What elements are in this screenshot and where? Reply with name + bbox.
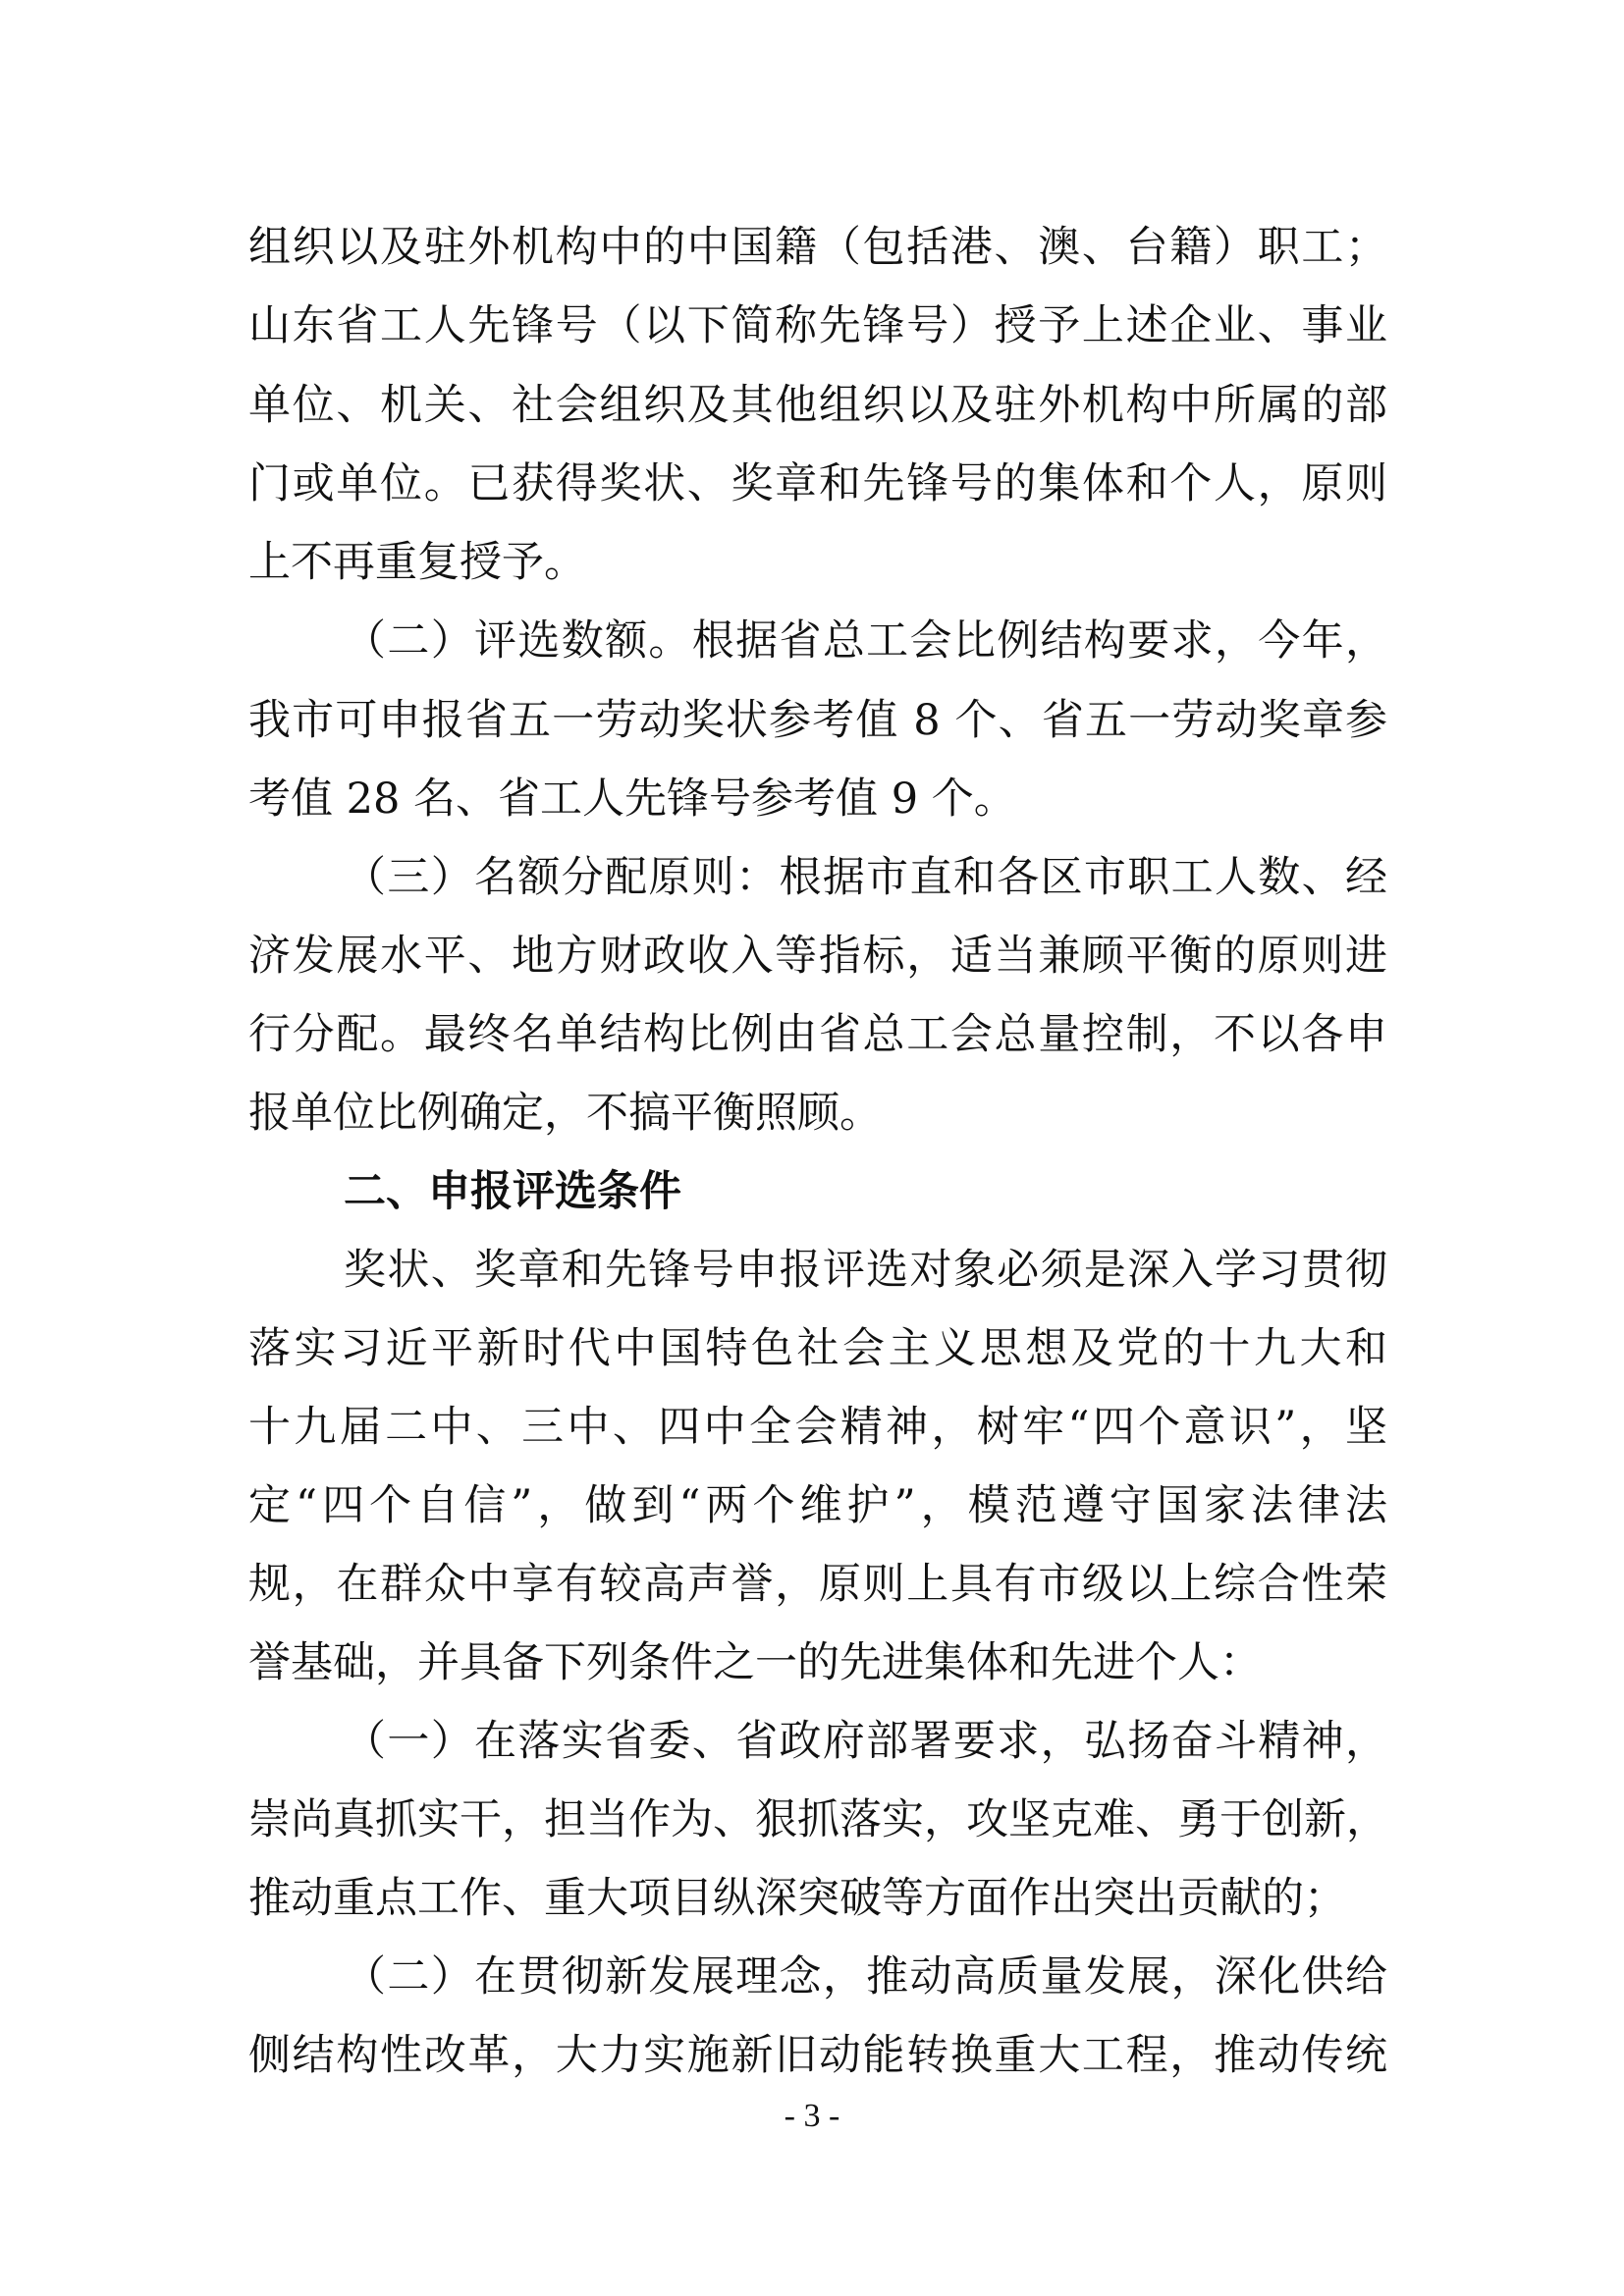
- body-text-line: 侧结构性改革，大力实施新旧动能转换重大工程，推动传统: [248, 2031, 1387, 2080]
- body-text-line: 崇尚真抓实干，担当作为、狠抓落实，攻坚克难、勇于创新，: [248, 1795, 1388, 1844]
- body-text-line: 行分配。最终名单结构比例由省总工会总量控制，不以各申: [248, 1010, 1387, 1059]
- body-text-line: 十九届二中、三中、四中全会精神，树牢“四个意识”，坚: [248, 1403, 1387, 1452]
- body-text-line: 组织以及驻外机构中的中国籍（包括港、澳、台籍）职工；: [248, 223, 1387, 272]
- paragraph-first-line: （三）名额分配原则：根据市直和各区市职工人数、经: [344, 853, 1387, 902]
- body-text-line: 规，在群众中享有较高声誉，原则上具有市级以上综合性荣: [248, 1560, 1387, 1609]
- paragraph-first-line: （一）在落实省委、省政府部署要求，弘扬奋斗精神，: [344, 1717, 1387, 1766]
- body-text-line: 山东省工人先锋号（以下简称先锋号）授予上述企业、事业: [248, 301, 1387, 350]
- paragraph-first-line: 奖状、奖章和先锋号申报评选对象必须是深入学习贯彻: [344, 1246, 1387, 1295]
- body-text-line: 考值 28 名、省工人先锋号参考值 9 个。: [248, 774, 1016, 824]
- section-heading: 二、申报评选条件: [344, 1167, 681, 1216]
- body-text-line: 落实习近平新时代中国特色社会主义思想及党的十九大和: [248, 1324, 1387, 1373]
- body-text-line: 定“四个自信”，做到“两个维护”，模范遵守国家法律法: [248, 1481, 1387, 1530]
- body-text-line: 报单位比例确定，不搞平衡照顾。: [248, 1089, 882, 1138]
- body-text-line: 门或单位。已获得奖状、奖章和先锋号的集体和个人，原则: [248, 459, 1387, 508]
- paragraph-first-line: （二）在贯彻新发展理念，推动高质量发展，深化供给: [344, 1952, 1387, 2002]
- body-text-line: 单位、机关、社会组织及其他组织以及驻外机构中所属的部: [248, 381, 1387, 430]
- paragraph-first-line: （二）评选数额。根据省总工会比例结构要求，今年，: [344, 616, 1387, 666]
- page-number: - 3 -: [784, 2098, 840, 2134]
- body-text-line: 上不再重复授予。: [248, 538, 586, 587]
- body-text-line: 我市可申报省五一劳动奖状参考值 8 个、省五一劳动奖章参: [248, 696, 1387, 745]
- body-text-line: 济发展水平、地方财政收入等指标，适当兼顾平衡的原则进: [248, 932, 1387, 981]
- body-text-line: 誉基础，并具备下列条件之一的先进集体和先进个人：: [248, 1638, 1262, 1687]
- body-text-line: 推动重点工作、重大项目纵深突破等方面作出突出贡献的；: [248, 1874, 1346, 1923]
